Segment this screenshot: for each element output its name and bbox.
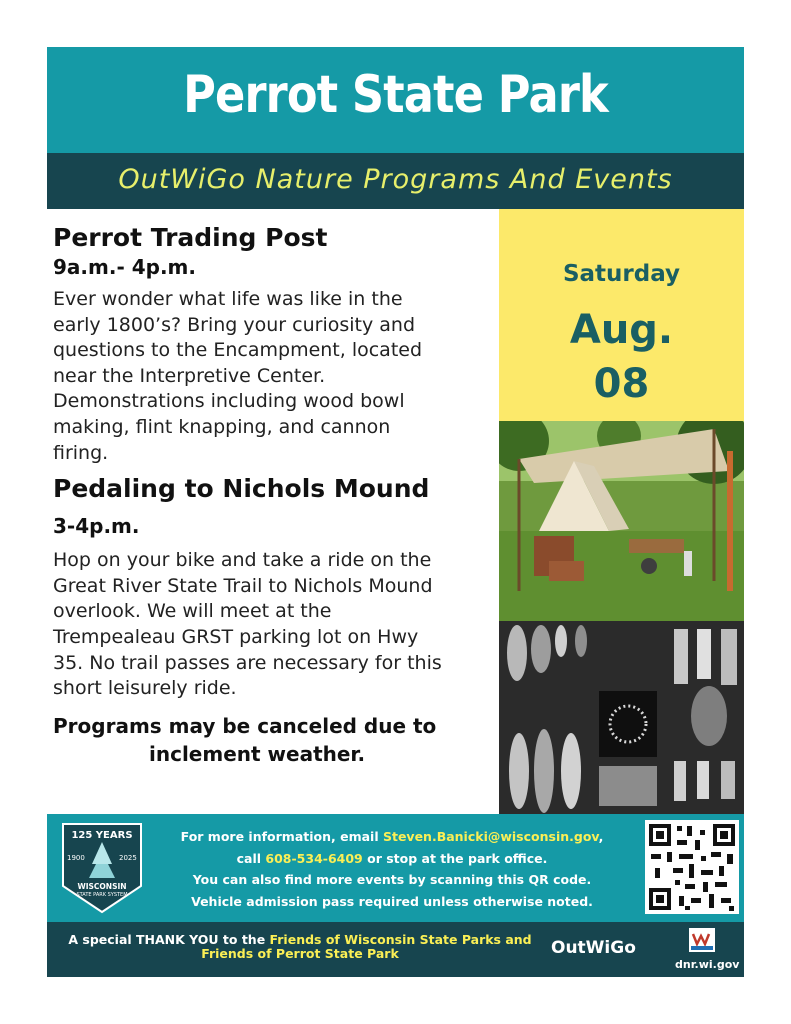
badge-end-year: 2025	[119, 854, 137, 862]
event-day: Saturday	[562, 261, 681, 287]
program-trading-post	[53, 223, 493, 466]
badge-subname: STATE PARK SYSTEM	[76, 892, 128, 898]
thanks-text: A special THANK YOU to the Friends of Wisconsin State Parks and Friends of Perrot State Park	[68, 932, 532, 961]
program-title: Perrot Trading Post	[53, 223, 328, 252]
anniversary-badge	[59, 820, 145, 916]
program-description: Hop on your bike and take a ride on the Great River State Trail to Nichols Mound overlook. We will meet at the Trempealeau GRST parking lot on Hwy 35. No trail passes are necessary for this short leisurely ride.	[53, 549, 442, 700]
page-title: Perrot State Park	[183, 65, 608, 125]
encampment-photo	[499, 421, 744, 621]
program-time: 3-4p.m.	[53, 514, 140, 539]
event-month: Aug.	[569, 307, 674, 353]
badge-years: 125 YEARS	[71, 830, 133, 841]
program-time: 9a.m.- 4p.m.	[53, 255, 196, 279]
dnr-logo	[687, 926, 717, 956]
dnr-website[interactable]: dnr.wi.gov	[675, 958, 740, 971]
page-subtitle: OutWiGo Nature Programs And Events	[118, 164, 673, 195]
info-bar	[47, 814, 744, 922]
flyer	[47, 47, 744, 977]
event-date-number: 08	[593, 361, 650, 407]
footer-bar	[47, 922, 744, 977]
email-link[interactable]: Steven.Banicki@wisconsin.gov	[382, 829, 599, 844]
programs-column	[53, 223, 493, 768]
header-banner	[47, 47, 744, 153]
date-box	[499, 209, 744, 421]
program-nichols-mound	[53, 474, 493, 702]
qr-code[interactable]	[645, 820, 739, 914]
weather-notice: Programs may be canceled due to inclement weather.	[53, 713, 437, 766]
subtitle-bar	[47, 153, 744, 209]
program-description: Ever wonder what life was like in the early 1800’s? Bring your curiosity and questions to the Encampment, located near the Interpretive Center. Demonstrations including wood bowl making, flint knapping, and cannon firing.	[53, 288, 423, 464]
badge-start-year: 1900	[67, 854, 85, 862]
badge-name: WISCONSIN	[77, 882, 127, 891]
program-title: Pedaling to Nichols Mound	[53, 474, 430, 504]
phone-number[interactable]: 608-534-6409	[265, 850, 363, 866]
contact-info: For more information, email Steven.Banicki@wisconsin.gov, call 608-534-6409 or stop at the park office. You can also find more events by scanning this QR code. Vehicle admission pass required unless otherwise noted.	[180, 829, 604, 909]
artifact-photo	[499, 621, 744, 814]
outwigo-logo: OutWiGo	[551, 938, 636, 958]
